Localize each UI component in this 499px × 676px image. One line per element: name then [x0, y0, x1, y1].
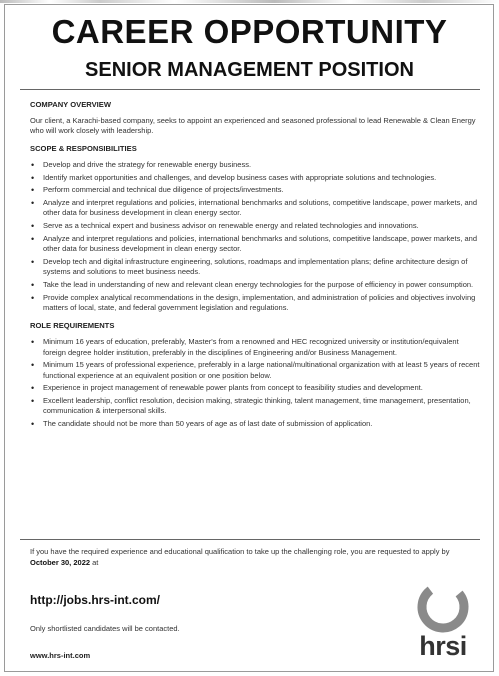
- requirements-list: [30, 337, 482, 429]
- list-item: • Serve as a technical expert and business advisor on renewable energy and related technologies and innovations.: [30, 221, 482, 231]
- list-item: • Develop tech and digital infrastructure engineering, solutions, roadmaps and implementation plans; define architecture design of systems and solutions to meet business needs.: [30, 257, 482, 277]
- list-item: • Develop and drive the strategy for renewable energy business.: [30, 160, 482, 170]
- list-item: • Take the lead in understanding of new and relevant clean energy technologies for the purpose of efficiency in power consumption.: [30, 280, 482, 290]
- apply-suffix: at: [90, 557, 99, 567]
- ad-subtitle: SENIOR MANAGEMENT POSITION: [85, 59, 414, 81]
- apply-instructions: [30, 547, 480, 568]
- requirements-heading: ROLE REQUIREMENTS: [30, 321, 115, 331]
- scope-heading: SCOPE & RESPONSIBILITIES: [30, 143, 137, 153]
- shortlist-note: Only shortlisted candidates will be contacted.: [30, 624, 180, 633]
- scope-list: [30, 160, 482, 313]
- top-divider: [20, 89, 480, 90]
- ad-title: CAREER OPPORTUNITY: [51, 13, 448, 50]
- list-item: • Analyze and interpret regulations and policies, international benchmarks and solutions, competitive landscape, power markets, and other data for business development in clean energy sector.: [30, 234, 482, 254]
- bottom-divider: [20, 539, 480, 540]
- list-item: • Experience in project management of renewable power plants from concept to feasibility studies and development.: [30, 383, 482, 393]
- website-link[interactable]: www.hrs-int.com: [30, 651, 91, 660]
- list-item: • Excellent leadership, conflict resolution, decision making, strategic thinking, talent management, time management, presentation, communication & interpersonal skills.: [30, 396, 482, 416]
- apply-text: If you have the required experience and educational qualification to take up the challenging role, you are requested to apply by: [30, 547, 450, 556]
- list-item: • Analyze and interpret regulations and policies, international benchmarks and solutions, competitive landscape, power markets, and other data for business development in clean energy sector.: [30, 198, 482, 218]
- list-item: • Perform commercial and technical due diligence of projects/investments.: [30, 185, 482, 195]
- apply-deadline: October 30, 2022: [30, 557, 91, 567]
- list-item: • Provide complex analytical recommendations in the design, implementation, and administration of policies and objectives involving matters of local, state, and federal government legislation and regulations.: [30, 293, 482, 313]
- hrsi-logo-text: hrsi: [419, 631, 467, 661]
- ad-body: [30, 100, 482, 437]
- list-item: • Minimum 15 years of professional experience, preferably in a large national/multinational organization with at least 5 years of recent functional experience at an equivalent position or one position below.: [30, 360, 482, 380]
- overview-text: Our client, a Karachi-based company, seeks to appoint an experienced and seasoned professional to lead Renewable & Clean Energy who will work closely with leadership.: [30, 116, 476, 136]
- overview-heading: COMPANY OVERVIEW: [30, 100, 112, 109]
- list-item: • Identify market opportunities and challenges, and develop business cases with appropriate solutions and technologies.: [30, 173, 482, 183]
- list-item: • Minimum 16 years of education, preferably, Master's from a renowned and HEC recognized university or institution/equivalent foreign degree holder institution, preferably in the disciplines of Engineering and/or Business Management.: [30, 337, 482, 357]
- list-item: • The candidate should not be more than 50 years of age as of last date of submission of application.: [30, 419, 482, 429]
- page-top-edge: [0, 0, 499, 3]
- jobs-portal-link[interactable]: http://jobs.hrs-int.com/: [30, 593, 160, 607]
